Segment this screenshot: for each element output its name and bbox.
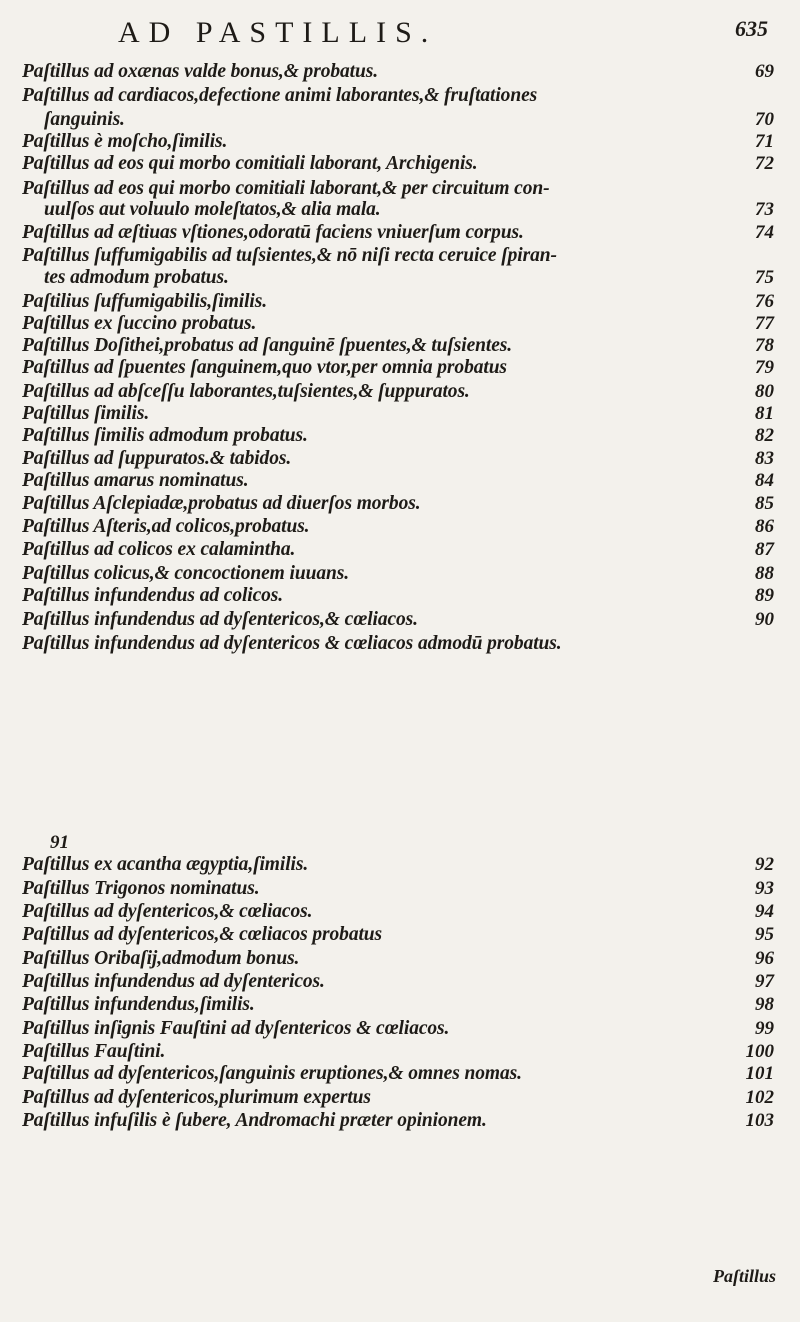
entry-line: Paſtillus ad eos qui morbo comitiali laborant,& per circuitum con- [22,178,550,199]
entry-line: Paſtillus ad cardiacos,defectione animi laborantes,& fruſtationes [22,85,538,106]
entry-number: 99 [755,1018,774,1039]
entry-line: Paſtillus ad dyſentericos,plurimum expertus [22,1087,371,1108]
entry-line: Paſtillus ad dyſentericos,& cœliacos. [22,901,313,922]
running-title: AD PASTILLIS. [118,16,438,49]
entry-number: 71 [755,131,774,152]
entry-line: Paſtillus Aſclepiadæ,probatus ad diuerſos morbos. [22,493,421,514]
entry-line: tes admodum probatus. [44,267,229,288]
entry-line: Paſtillus Oribaſij,admodum bonus. [22,948,300,969]
entry-number: 85 [755,493,774,514]
catchword: Paſtillus [712,1266,776,1286]
entry-number: 101 [745,1063,774,1084]
entry-line: Paſtillus ſimilis. [22,403,150,424]
entry-number: 103 [745,1110,774,1131]
entry-line: Paſtillus ex acantha ægyptia,ſimilis. [22,854,309,875]
entry-line: Paſtillus è moſcho,ſimilis. [22,131,228,152]
entry-number: 78 [755,335,774,356]
entry-line: Paſtillus infundendus ad colicos. [22,585,284,606]
entry-line: Paſtillus infundendus ad dyſentericos & cœliacos admodū probatus. [22,633,562,654]
entry-line: Paſtillus ad abſceſſu laborantes,tuſsientes,& ſuppuratos. [22,381,470,402]
entry-number: 70 [755,109,774,130]
entry-number: 91 [50,832,69,853]
entry-number: 74 [755,222,774,243]
entry-number: 75 [755,267,774,288]
entry-line: Paſtillus amarus nominatus. [22,470,249,491]
entry-line: Paſtillus ſuffumigabilis ad tuſsientes,& nō niſi recta ceruice ſpiran- [22,245,557,266]
entry-line: Paſtillus ad dyſentericos,& cœliacos probatus [22,924,383,945]
entry-number: 94 [755,901,774,922]
entry-number: 95 [755,924,774,945]
entry-number: 93 [755,878,774,899]
entry-line: Paſtillus ad oxænas valde bonus,& probatus. [22,61,378,82]
entry-line: Paſtillus ad ſuppuratos.& tabidos. [22,448,292,469]
entry-number: 90 [755,609,774,630]
entry-number: 73 [755,199,774,220]
entry-line: Paſtillus Doſithei,probatus ad ſanguinē ſpuentes,& tuſsientes. [22,335,513,356]
entry-line: Paſtillus ad dyſentericos,ſanguinis eruptiones,& omnes nomas. [22,1063,522,1084]
entry-number: 83 [755,448,774,469]
entry-line: Paſtillus infundendus ad dyſentericos. [22,971,325,992]
entry-line: Paſtillus colicus,& concoctionem iuuans. [22,563,349,584]
entry-number: 84 [755,470,774,491]
entry-line: ſanguinis. [44,109,125,130]
entry-line: uulſos aut voluulo moleſtatos,& alia mala. [44,199,381,220]
entry-line: Paſtillus infundendus,ſimilis. [22,994,255,1015]
entry-number: 77 [755,313,774,334]
entry-line: Paſtillus infundendus ad dyſentericos,& cœliacos. [22,609,418,630]
entry-number: 72 [755,153,774,174]
entry-number: 89 [755,585,774,606]
entry-line: Paſtillus ad colicos ex calamintha. [22,539,296,560]
entry-number: 76 [755,291,774,312]
entry-line: Paſtillus Aſteris,ad colicos,probatus. [22,516,310,537]
entry-number: 98 [755,994,774,1015]
entry-number: 88 [755,563,774,584]
entry-number: 69 [755,61,774,82]
entry-number: 87 [755,539,774,560]
entry-number: 97 [755,971,774,992]
entry-number: 96 [755,948,774,969]
entry-line: Paſtillus ex ſuccino probatus. [22,313,257,334]
entry-line: Paſtillus infuſilis è ſubere, Andromachi præter opinionem. [22,1110,487,1131]
entry-line: Paſtillus inſignis Fauſtini ad dyſentericos & cœliacos. [22,1018,450,1039]
entry-number: 86 [755,516,774,537]
entry-line: Paſtilius ſuffumigabilis,ſimilis. [22,291,268,312]
entry-line: Paſtillus ad æſtiuas vſtiones,odoratū faciens vniuerſum corpus. [22,222,524,243]
entry-line: Paſtillus ſimilis admodum probatus. [22,425,308,446]
entry-line: Paſtillus ad ſpuentes ſanguinem,quo vtor,per omnia probatus [22,357,507,378]
page-number: 635 [735,16,768,41]
entry-number: 100 [745,1041,774,1062]
entry-number: 82 [755,425,774,446]
entry-number: 80 [755,381,774,402]
entry-number: 102 [745,1087,774,1108]
entry-line: Paſtillus Fauſtini. [22,1041,166,1062]
entry-number: 81 [755,403,774,424]
entry-number: 92 [755,854,774,875]
entry-line: Paſtillus Trigonos nominatus. [22,878,260,899]
entry-line: Paſtillus ad eos qui morbo comitiali laborant, Archigenis. [22,153,478,174]
entry-number: 79 [755,357,774,378]
